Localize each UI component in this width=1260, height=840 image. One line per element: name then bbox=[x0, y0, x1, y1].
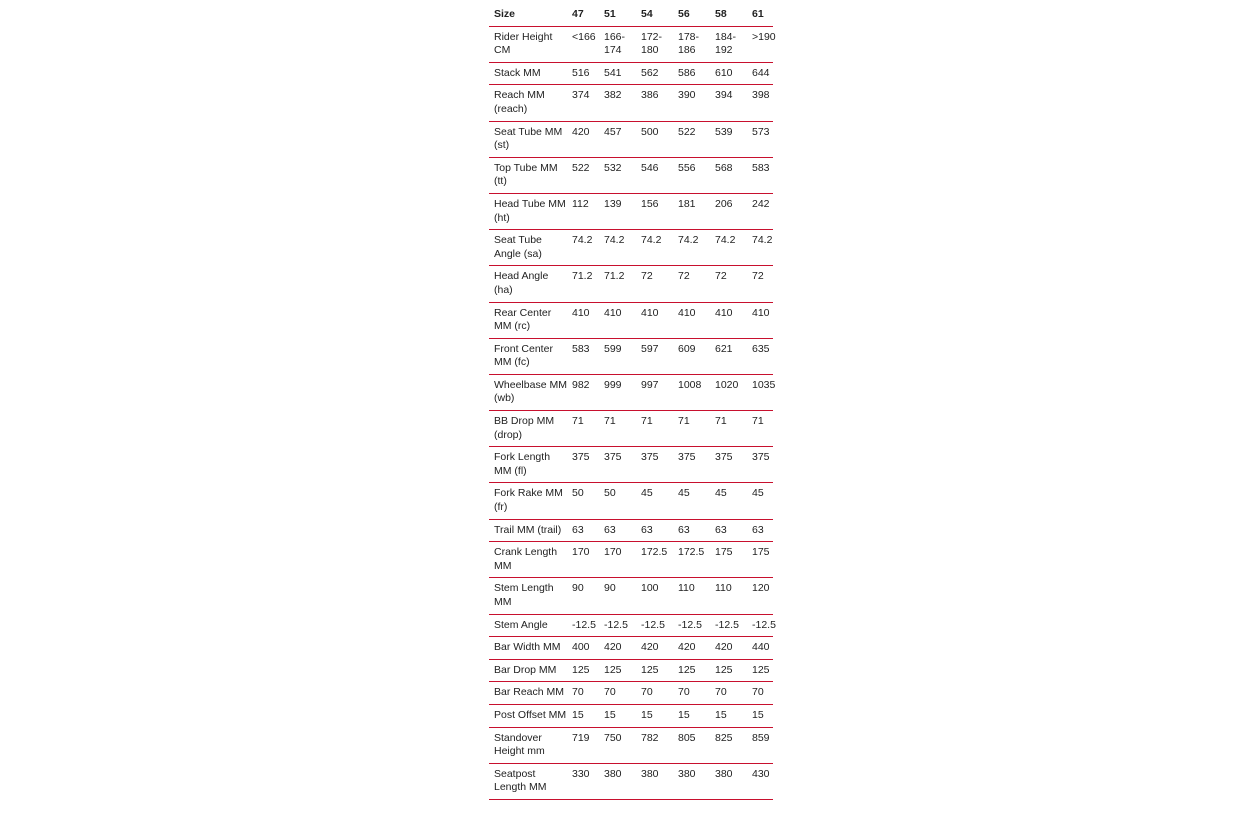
table-cell: 420 bbox=[673, 637, 710, 660]
table-cell: 72 bbox=[710, 266, 747, 302]
table-row bbox=[489, 659, 773, 682]
row-label: BB Drop MM (drop) bbox=[489, 411, 567, 447]
table-cell: 71 bbox=[710, 411, 747, 447]
table-cell: 398 bbox=[747, 85, 773, 121]
header-size-47: 47 bbox=[567, 3, 599, 26]
table-cell: 72 bbox=[673, 266, 710, 302]
table-cell: 120 bbox=[747, 578, 773, 614]
row-label: Seat Tube Angle (sa) bbox=[489, 230, 567, 266]
table-cell: 63 bbox=[599, 519, 636, 542]
table-cell: -12.5 bbox=[673, 614, 710, 637]
table-cell: 386 bbox=[636, 85, 673, 121]
table-cell: 74.2 bbox=[747, 230, 773, 266]
table-cell: 999 bbox=[599, 374, 636, 410]
table-cell: -12.5 bbox=[710, 614, 747, 637]
table-cell: 70 bbox=[599, 682, 636, 705]
table-cell: 15 bbox=[747, 704, 773, 727]
table-cell: 15 bbox=[710, 704, 747, 727]
table-cell: 621 bbox=[710, 338, 747, 374]
table-cell: 541 bbox=[599, 62, 636, 85]
table-row bbox=[489, 62, 773, 85]
table-cell: 172-180 bbox=[636, 26, 673, 62]
table-cell: 63 bbox=[636, 519, 673, 542]
row-label: Head Tube MM (ht) bbox=[489, 193, 567, 229]
table-cell: 172.5 bbox=[673, 542, 710, 578]
table-cell: 170 bbox=[599, 542, 636, 578]
table-cell: 1035 bbox=[747, 374, 773, 410]
header-size-61: 61 bbox=[747, 3, 773, 26]
row-label: Front Center MM (fc) bbox=[489, 338, 567, 374]
table-cell: 410 bbox=[673, 302, 710, 338]
header-size-56: 56 bbox=[673, 3, 710, 26]
table-cell: 420 bbox=[710, 637, 747, 660]
table-cell: 15 bbox=[673, 704, 710, 727]
table-cell: 375 bbox=[710, 447, 747, 483]
table-row bbox=[489, 230, 773, 266]
table-cell: 112 bbox=[567, 193, 599, 229]
table-cell: 410 bbox=[710, 302, 747, 338]
row-label: Wheelbase MM (wb) bbox=[489, 374, 567, 410]
table-cell: 380 bbox=[710, 763, 747, 799]
table-cell: 330 bbox=[567, 763, 599, 799]
table-cell: 71 bbox=[747, 411, 773, 447]
table-cell: 382 bbox=[599, 85, 636, 121]
table-cell: 532 bbox=[599, 157, 636, 193]
table-cell: 375 bbox=[747, 447, 773, 483]
table-cell: 516 bbox=[567, 62, 599, 85]
table-cell: 90 bbox=[567, 578, 599, 614]
table-row bbox=[489, 727, 773, 763]
table-cell: 110 bbox=[710, 578, 747, 614]
table-cell: 410 bbox=[636, 302, 673, 338]
table-cell: -12.5 bbox=[567, 614, 599, 637]
row-label: Bar Reach MM bbox=[489, 682, 567, 705]
table-cell: 375 bbox=[599, 447, 636, 483]
table-cell: 170 bbox=[567, 542, 599, 578]
table-cell: 805 bbox=[673, 727, 710, 763]
table-cell: 125 bbox=[599, 659, 636, 682]
table-cell: 100 bbox=[636, 578, 673, 614]
table-cell: 50 bbox=[599, 483, 636, 519]
table-cell: 609 bbox=[673, 338, 710, 374]
table-cell: 74.2 bbox=[710, 230, 747, 266]
row-label: Post Offset MM bbox=[489, 704, 567, 727]
table-cell: 573 bbox=[747, 121, 773, 157]
table-cell: 71 bbox=[636, 411, 673, 447]
table-cell: 71 bbox=[567, 411, 599, 447]
row-label: Fork Rake MM (fr) bbox=[489, 483, 567, 519]
table-cell: 635 bbox=[747, 338, 773, 374]
row-label: Stack MM bbox=[489, 62, 567, 85]
table-cell: 859 bbox=[747, 727, 773, 763]
table-cell: 420 bbox=[636, 637, 673, 660]
table-cell: 394 bbox=[710, 85, 747, 121]
table-cell: 70 bbox=[747, 682, 773, 705]
table-cell: 380 bbox=[599, 763, 636, 799]
table-header-row bbox=[489, 3, 773, 26]
table-cell: 500 bbox=[636, 121, 673, 157]
table-cell: 74.2 bbox=[567, 230, 599, 266]
row-label: Rear Center MM (rc) bbox=[489, 302, 567, 338]
table-cell: 45 bbox=[673, 483, 710, 519]
table-cell: 546 bbox=[636, 157, 673, 193]
table-cell: 375 bbox=[567, 447, 599, 483]
row-label: Rider Height CM bbox=[489, 26, 567, 62]
table-cell: 175 bbox=[710, 542, 747, 578]
table-cell: 184-192 bbox=[710, 26, 747, 62]
table-row bbox=[489, 542, 773, 578]
table-cell: 71.2 bbox=[599, 266, 636, 302]
table-cell: 71 bbox=[599, 411, 636, 447]
table-cell: 71.2 bbox=[567, 266, 599, 302]
row-label: Seatpost Length MM bbox=[489, 763, 567, 799]
row-label: Seat Tube MM (st) bbox=[489, 121, 567, 157]
table-cell: 206 bbox=[710, 193, 747, 229]
table-cell: 420 bbox=[567, 121, 599, 157]
table-row bbox=[489, 266, 773, 302]
table-cell: 72 bbox=[747, 266, 773, 302]
table-cell: 181 bbox=[673, 193, 710, 229]
table-cell: 45 bbox=[636, 483, 673, 519]
table-cell: 556 bbox=[673, 157, 710, 193]
table-cell: 410 bbox=[747, 302, 773, 338]
table-row bbox=[489, 193, 773, 229]
table-cell: 522 bbox=[567, 157, 599, 193]
table-row bbox=[489, 26, 773, 62]
table-cell: 90 bbox=[599, 578, 636, 614]
table-cell: 782 bbox=[636, 727, 673, 763]
table-row bbox=[489, 447, 773, 483]
table-cell: 1008 bbox=[673, 374, 710, 410]
table-cell: 125 bbox=[747, 659, 773, 682]
table-cell: 166-174 bbox=[599, 26, 636, 62]
row-label: Standover Height mm bbox=[489, 727, 567, 763]
table-cell: >190 bbox=[747, 26, 773, 62]
table-row bbox=[489, 682, 773, 705]
table-cell: 568 bbox=[710, 157, 747, 193]
table-cell: 610 bbox=[710, 62, 747, 85]
table-row bbox=[489, 704, 773, 727]
table-cell: 374 bbox=[567, 85, 599, 121]
table-cell: 74.2 bbox=[599, 230, 636, 266]
table-cell: 597 bbox=[636, 338, 673, 374]
table-cell: 583 bbox=[567, 338, 599, 374]
table-row bbox=[489, 614, 773, 637]
table-cell: 63 bbox=[567, 519, 599, 542]
row-label: Stem Angle bbox=[489, 614, 567, 637]
table-cell: 71 bbox=[673, 411, 710, 447]
table-cell: 70 bbox=[673, 682, 710, 705]
table-cell: 539 bbox=[710, 121, 747, 157]
table-cell: 63 bbox=[747, 519, 773, 542]
table-cell: 15 bbox=[567, 704, 599, 727]
table-cell: 125 bbox=[710, 659, 747, 682]
header-size-label: Size bbox=[489, 3, 567, 26]
table-row bbox=[489, 157, 773, 193]
table-cell: 15 bbox=[599, 704, 636, 727]
table-cell: 586 bbox=[673, 62, 710, 85]
row-label: Bar Drop MM bbox=[489, 659, 567, 682]
table-cell: 178-186 bbox=[673, 26, 710, 62]
table-cell: 45 bbox=[747, 483, 773, 519]
table-cell: 599 bbox=[599, 338, 636, 374]
table-row bbox=[489, 121, 773, 157]
row-label: Fork Length MM (fl) bbox=[489, 447, 567, 483]
table-cell: 375 bbox=[636, 447, 673, 483]
table-row bbox=[489, 763, 773, 799]
table-cell: -12.5 bbox=[747, 614, 773, 637]
table-cell: 522 bbox=[673, 121, 710, 157]
table-cell: 63 bbox=[673, 519, 710, 542]
table-cell: 390 bbox=[673, 85, 710, 121]
row-label: Reach MM (reach) bbox=[489, 85, 567, 121]
table-cell: -12.5 bbox=[599, 614, 636, 637]
table-cell: 74.2 bbox=[636, 230, 673, 266]
table-cell: 15 bbox=[636, 704, 673, 727]
table-cell: 72 bbox=[636, 266, 673, 302]
header-size-58: 58 bbox=[710, 3, 747, 26]
table-cell: 63 bbox=[710, 519, 747, 542]
table-cell: 410 bbox=[599, 302, 636, 338]
geometry-table bbox=[489, 3, 776, 800]
table-cell: 430 bbox=[747, 763, 773, 799]
row-label: Stem Length MM bbox=[489, 578, 567, 614]
table-cell: 644 bbox=[747, 62, 773, 85]
table-cell: 750 bbox=[599, 727, 636, 763]
table-cell: 45 bbox=[710, 483, 747, 519]
table-cell: 70 bbox=[710, 682, 747, 705]
table-cell: 110 bbox=[673, 578, 710, 614]
table-cell: 982 bbox=[567, 374, 599, 410]
table-cell: 1020 bbox=[710, 374, 747, 410]
table-cell: 70 bbox=[636, 682, 673, 705]
table-cell: 375 bbox=[673, 447, 710, 483]
row-label: Trail MM (trail) bbox=[489, 519, 567, 542]
table-body bbox=[489, 26, 776, 799]
row-label: Top Tube MM (tt) bbox=[489, 157, 567, 193]
table-cell: 242 bbox=[747, 193, 773, 229]
table-cell: 825 bbox=[710, 727, 747, 763]
table-row bbox=[489, 302, 773, 338]
table-cell: 420 bbox=[599, 637, 636, 660]
table-cell: 380 bbox=[673, 763, 710, 799]
table-cell: 400 bbox=[567, 637, 599, 660]
row-label: Bar Width MM bbox=[489, 637, 567, 660]
table-cell: 562 bbox=[636, 62, 673, 85]
table-cell: 997 bbox=[636, 374, 673, 410]
table-row bbox=[489, 483, 773, 519]
table-cell: 440 bbox=[747, 637, 773, 660]
row-label: Crank Length MM bbox=[489, 542, 567, 578]
table-cell: 172.5 bbox=[636, 542, 673, 578]
table-cell: 74.2 bbox=[673, 230, 710, 266]
row-label: Head Angle (ha) bbox=[489, 266, 567, 302]
table-cell: 175 bbox=[747, 542, 773, 578]
table-cell: -12.5 bbox=[636, 614, 673, 637]
table-cell: 70 bbox=[567, 682, 599, 705]
table-row bbox=[489, 637, 773, 660]
table-row bbox=[489, 338, 773, 374]
table-cell: 380 bbox=[636, 763, 673, 799]
table-row bbox=[489, 411, 773, 447]
table-cell: 50 bbox=[567, 483, 599, 519]
table-cell: 719 bbox=[567, 727, 599, 763]
table-cell: 457 bbox=[599, 121, 636, 157]
table-row bbox=[489, 519, 773, 542]
table-cell: 125 bbox=[567, 659, 599, 682]
table-cell: 125 bbox=[636, 659, 673, 682]
header-size-54: 54 bbox=[636, 3, 673, 26]
table-cell: 583 bbox=[747, 157, 773, 193]
table-cell: 156 bbox=[636, 193, 673, 229]
table-row bbox=[489, 85, 773, 121]
table-cell: 410 bbox=[567, 302, 599, 338]
header-size-51: 51 bbox=[599, 3, 636, 26]
table-row bbox=[489, 578, 773, 614]
table-cell: 125 bbox=[673, 659, 710, 682]
table-row bbox=[489, 374, 773, 410]
table-cell: 139 bbox=[599, 193, 636, 229]
table-cell: <166 bbox=[567, 26, 599, 62]
